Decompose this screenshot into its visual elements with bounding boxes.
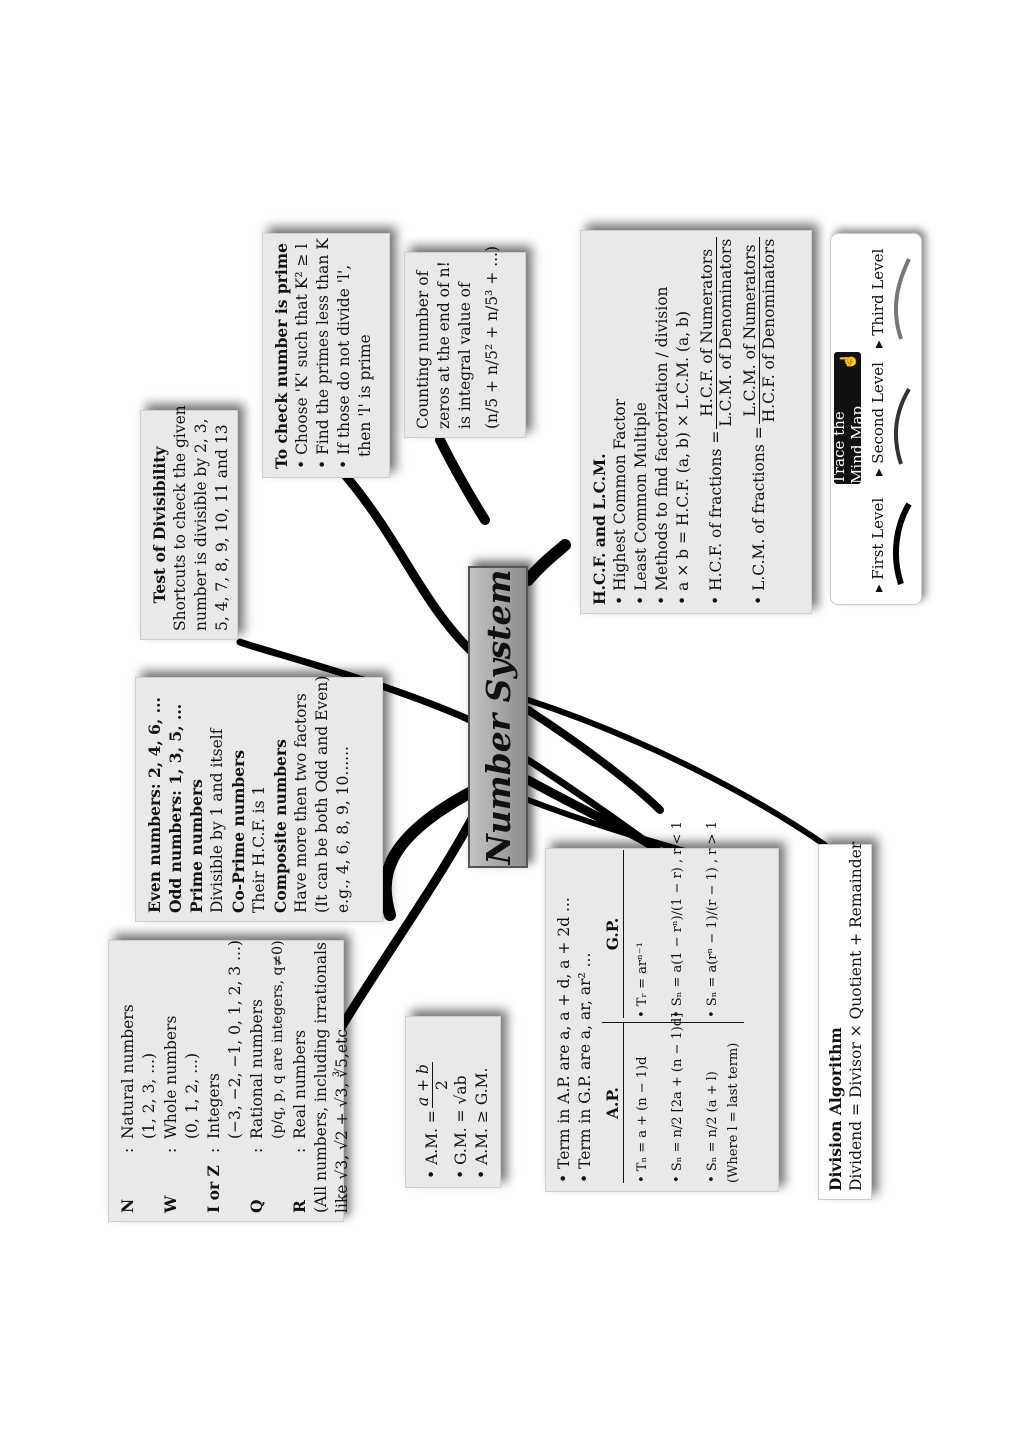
progression-table [602, 821, 744, 1183]
mind-map-legend [830, 233, 922, 605]
ap-terms: • Term in A.P. are a, a + d, a + 2d ... [555, 897, 573, 1183]
gp-sum-lt1: • Sₙ = a(1 − rⁿ)/(1 − r) , r < 1 [670, 821, 685, 1018]
zeros-line: is integral value of [456, 282, 474, 429]
number-sets-box [108, 940, 351, 1222]
set-row-real: R:Real numbers [290, 1029, 309, 1213]
hand-pointer-icon: ☝ [838, 352, 857, 371]
prime-check-box [262, 233, 390, 478]
composite-title: Composite numbers [271, 739, 290, 913]
prime-check-step: • Find the primes less than K [314, 238, 332, 469]
real-numbers-note: (All numbers, including irrationals [312, 941, 330, 1213]
prime-numbers-desc: Divisible by 1 and itself [208, 728, 226, 913]
gp-nth-term: • Tᵣ = arⁿ⁻¹ [635, 942, 650, 1018]
lcm-bullet: • Least Common Multiple [632, 402, 650, 605]
odd-numbers: Odd numbers: 1, 3, 5, ... [166, 703, 185, 913]
division-title: Division Algorithm [826, 1027, 845, 1191]
am-gm-inequality: • A.M. ≥ G.M. [473, 1067, 491, 1179]
set-example-whole: (0, 1, 2, ...) [183, 1052, 201, 1139]
am-fraction: a + b 2 [414, 1064, 451, 1107]
central-topic [468, 566, 528, 868]
trailing-zeros-box [404, 245, 526, 438]
set-row-rational: Q:Rational numbers [247, 998, 266, 1213]
ap-column [602, 1012, 744, 1183]
second-level-curve [896, 389, 909, 464]
gm-formula: • G.M. = √ab [452, 1075, 470, 1179]
gp-column [602, 821, 744, 1022]
ap-note: (Where l = last term) [726, 1042, 741, 1183]
legend-third-level: ▸ Third Level [869, 248, 887, 348]
hcf-lcm-box [580, 230, 812, 614]
legend-first-level: ▸ First Level [869, 497, 887, 592]
divisibility-line: 5, 4, 7, 8, 9, 10, 11 and 13 [213, 424, 231, 631]
prime-check-step: • Choose 'K' such that K² ≥ l [293, 243, 311, 469]
even-numbers: Even numbers: 2, 4, 6, ... [145, 697, 164, 913]
set-row-natural: N:Natural numbers [118, 1004, 137, 1213]
set-example-natural: (1, 2, 3, ...) [140, 1052, 158, 1139]
lcm-fractions-rule: • L.C.M. of fractions = L.C.M. of Numerators H.C.F. of Denominators [741, 238, 778, 605]
divisibility-title: Test of Divisibility [150, 446, 169, 604]
gp-terms: • Term in G.P. are a, ar, ar² ... [576, 952, 594, 1183]
number-types-box [135, 677, 383, 922]
divisibility-box [140, 405, 238, 640]
hcf-bullet: • Highest Common Factor [611, 398, 629, 605]
methods-bullet: • Methods to find factorization / division [653, 286, 671, 605]
ap-header: A.P. [602, 1023, 624, 1183]
ap-sum: • Sₙ = n/2 [2a + (n − 1)d] [670, 1012, 685, 1183]
gp-header: G.P. [602, 850, 624, 1018]
zeros-formula: (n/5 + n/5² + n/5³ + ...) [483, 245, 501, 429]
composite-note: (It can be both Odd and Even) [313, 675, 331, 913]
hcf-fraction: H.C.F. of Numerators L.C.M. of Denominators [698, 238, 735, 427]
product-rule: • a × b = H.C.F. (a, b) × L.C.M. (a, b) [674, 310, 692, 605]
prime-numbers-title: Prime numbers [187, 779, 206, 913]
divisibility-line: Shortcuts to check the given [171, 405, 189, 631]
coprime-desc: Their H.C.F. is 1 [250, 785, 268, 913]
division-algorithm-box [818, 841, 872, 1200]
third-level-curve [896, 259, 909, 339]
am-formula: • A.M. = a + b 2 [414, 1064, 451, 1179]
prime-check-step: then 'l' is prime [356, 334, 374, 457]
prime-check-title: To check number is prime [272, 243, 291, 469]
hcf-fractions-rule: • H.C.F. of fractions = H.C.F. of Numerators L.C.M. of Denominators [698, 238, 735, 605]
set-row-whole: W:Whole numbers [161, 1015, 180, 1213]
prime-check-step: • If those do not divide 'l', [335, 264, 353, 469]
divisibility-line: number is divisible by 2, 3, [192, 418, 210, 631]
legend-second-level: ▸ Second Level [869, 362, 887, 476]
composite-example: e.g., 4, 6, 8, 9, 10...... [334, 746, 352, 913]
set-example-rational: (p/q, p, q are integers, q≠0) [270, 940, 286, 1139]
central-topic-label: Number System [478, 569, 518, 865]
means-box [405, 1016, 501, 1188]
zeros-line: zeros at the end of n! [435, 261, 453, 429]
legend-title: Trace the Mind Map [829, 405, 866, 484]
set-row-integers: I or Z:Integers [204, 1073, 223, 1213]
legend-curve-samples [831, 234, 921, 604]
division-formula: Dividend = Divisor × Quotient + Remainder [847, 841, 865, 1191]
set-example-integers: (−3, −2, −1, 0, 1, 2, 3 ...) [226, 940, 244, 1139]
composite-desc: Have more then two factors [292, 693, 310, 913]
gp-sum-gt1: • Sₙ = a(rⁿ − 1)/(r − 1) , r > 1 [705, 821, 720, 1018]
hcf-lcm-title: H.C.F. and L.C.M. [590, 453, 609, 605]
zeros-line: Counting number of [414, 270, 432, 429]
ap-nth-term: • Tₙ = a + (n − 1)d [635, 1056, 650, 1183]
coprime-title: Co-Prime numbers [229, 749, 248, 913]
progressions-box [545, 821, 779, 1192]
first-level-curve [896, 504, 909, 584]
lcm-fraction: L.C.M. of Numerators H.C.F. of Denominators [741, 238, 778, 423]
real-numbers-examples: like √3, √2 + √3, ∛5,etc. [333, 1024, 351, 1213]
ap-sum-last: • Sₙ = n/2 (a + l) [705, 1071, 720, 1183]
